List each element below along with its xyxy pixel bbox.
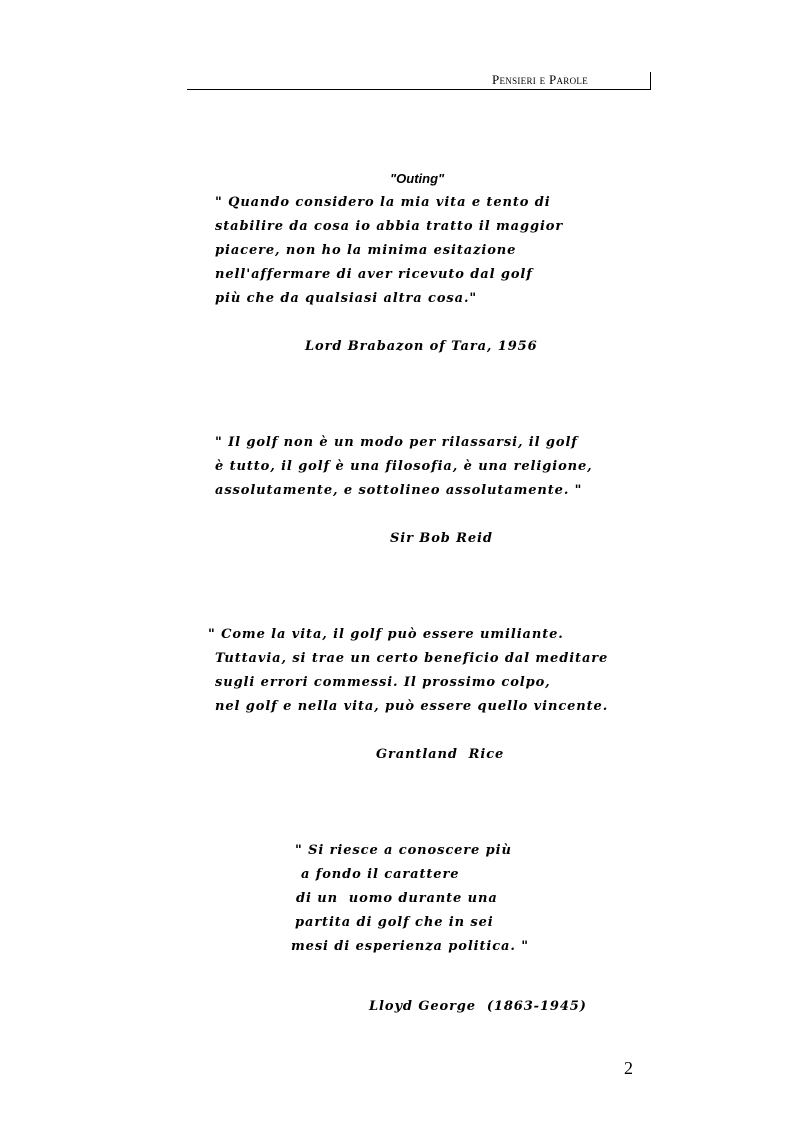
quote-line: " Come la vita, il golf può essere umiliante. (208, 627, 564, 642)
header-rule (187, 89, 651, 90)
quote-title: "Outing" (390, 171, 445, 186)
quote-line: più che da qualsiasi altra cosa." (215, 291, 478, 306)
quote-author: Lord Brabazon of Tara, 1956 (305, 339, 538, 354)
page-number: 2 (624, 1058, 633, 1078)
quote-line: sugli errori commessi. Il prossimo colpo, (215, 675, 551, 690)
quote-line: è tutto, il golf è una filosofia, è una religione, (215, 459, 593, 474)
quote-author: Sir Bob Reid (390, 531, 493, 546)
quote-author: Lloyd George (1863-1945) (369, 999, 587, 1014)
quote-line: a fondo il carattere (301, 867, 460, 882)
quote-author: Grantland Rice (376, 747, 505, 762)
quote-line: partita di golf che in sei (295, 915, 494, 930)
quote-line: mesi di esperienza politica. " (291, 939, 529, 954)
quote-line: " Il golf non è un modo per rilassarsi, il golf (215, 435, 578, 450)
quote-line: nell'affermare di aver ricevuto dal golf (215, 267, 533, 282)
running-head: Pensieri e Parole (491, 72, 588, 87)
quote-line: " Quando considero la mia vita e tento di (215, 195, 551, 210)
quote-line: assolutamente, e sottolineo assolutamente. " (215, 483, 583, 498)
quote-line: di un uomo durante una (296, 891, 498, 906)
quote-line: piacere, non ho la minima esitazione (215, 243, 517, 258)
quote-line: Tuttavia, si trae un certo beneficio dal meditare (215, 651, 609, 666)
header-rule-tick (650, 72, 651, 90)
quote-line: " Si riesce a conoscere più (295, 843, 512, 858)
quote-line: stabilire da cosa io abbia tratto il maggior (215, 219, 564, 234)
quote-line: nel golf e nella vita, può essere quello vincente. (215, 699, 609, 714)
